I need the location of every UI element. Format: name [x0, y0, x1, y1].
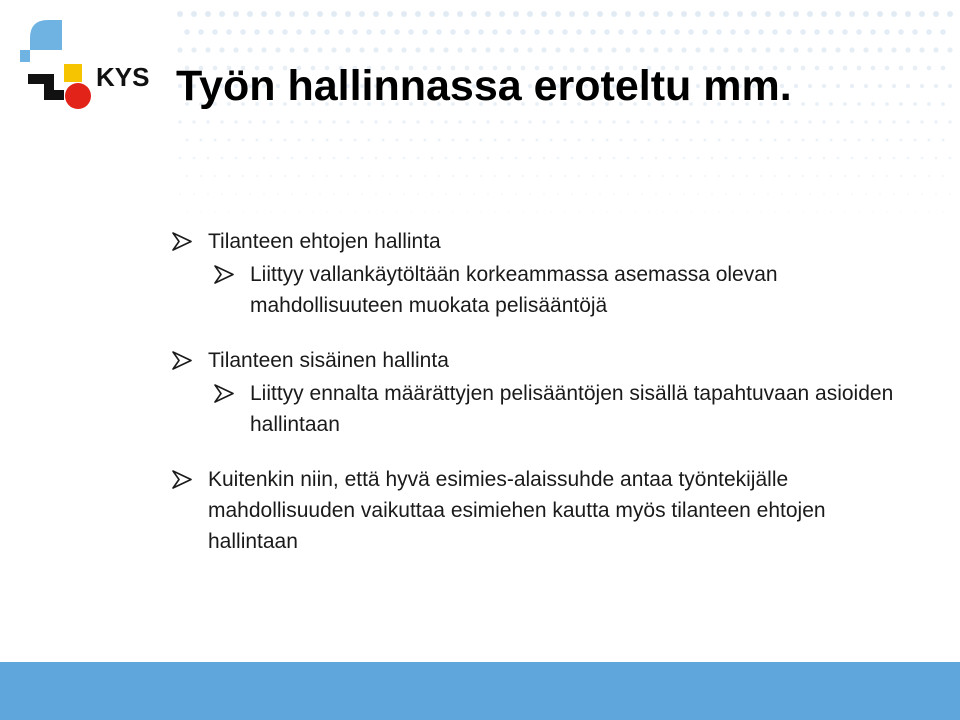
bullet-item — [172, 464, 902, 557]
sub-bullet-item — [172, 259, 902, 321]
slide-title: Työn hallinnassa eroteltu mm. — [176, 62, 792, 110]
bullet-list — [172, 226, 902, 557]
footer-bar — [0, 662, 960, 720]
sub-bullet-item — [172, 378, 902, 440]
arrow-bullet-icon — [214, 384, 234, 403]
arrow-bullet-icon — [172, 232, 192, 251]
sub-bullet-text: Liittyy vallankäytöltään korkeammassa asemassa olevan mahdollisuuteen muokata pelisääntöjä — [250, 263, 778, 317]
bullet-text: Tilanteen ehtojen hallinta — [208, 230, 441, 253]
arrow-bullet-icon — [214, 265, 234, 284]
arrow-bullet-icon — [172, 351, 192, 370]
bullet-text: Tilanteen sisäinen hallinta — [208, 349, 449, 372]
bullet-item — [172, 345, 902, 376]
sub-bullet-text: Liittyy ennalta määrättyjen pelisääntöjen sisällä tapahtuvaan asioiden hallintaan — [250, 382, 894, 436]
arrow-bullet-icon — [172, 470, 192, 489]
bullet-text: Kuitenkin niin, että hyvä esimies-alaissuhde antaa työntekijälle mahdollisuuden vaikuttaa esimiehen kautta myös tilanteen ehtojen hallintaan — [208, 468, 826, 553]
logo-text: KYS — [96, 62, 150, 92]
kys-logo — [18, 16, 168, 111]
bullet-item — [172, 226, 902, 257]
